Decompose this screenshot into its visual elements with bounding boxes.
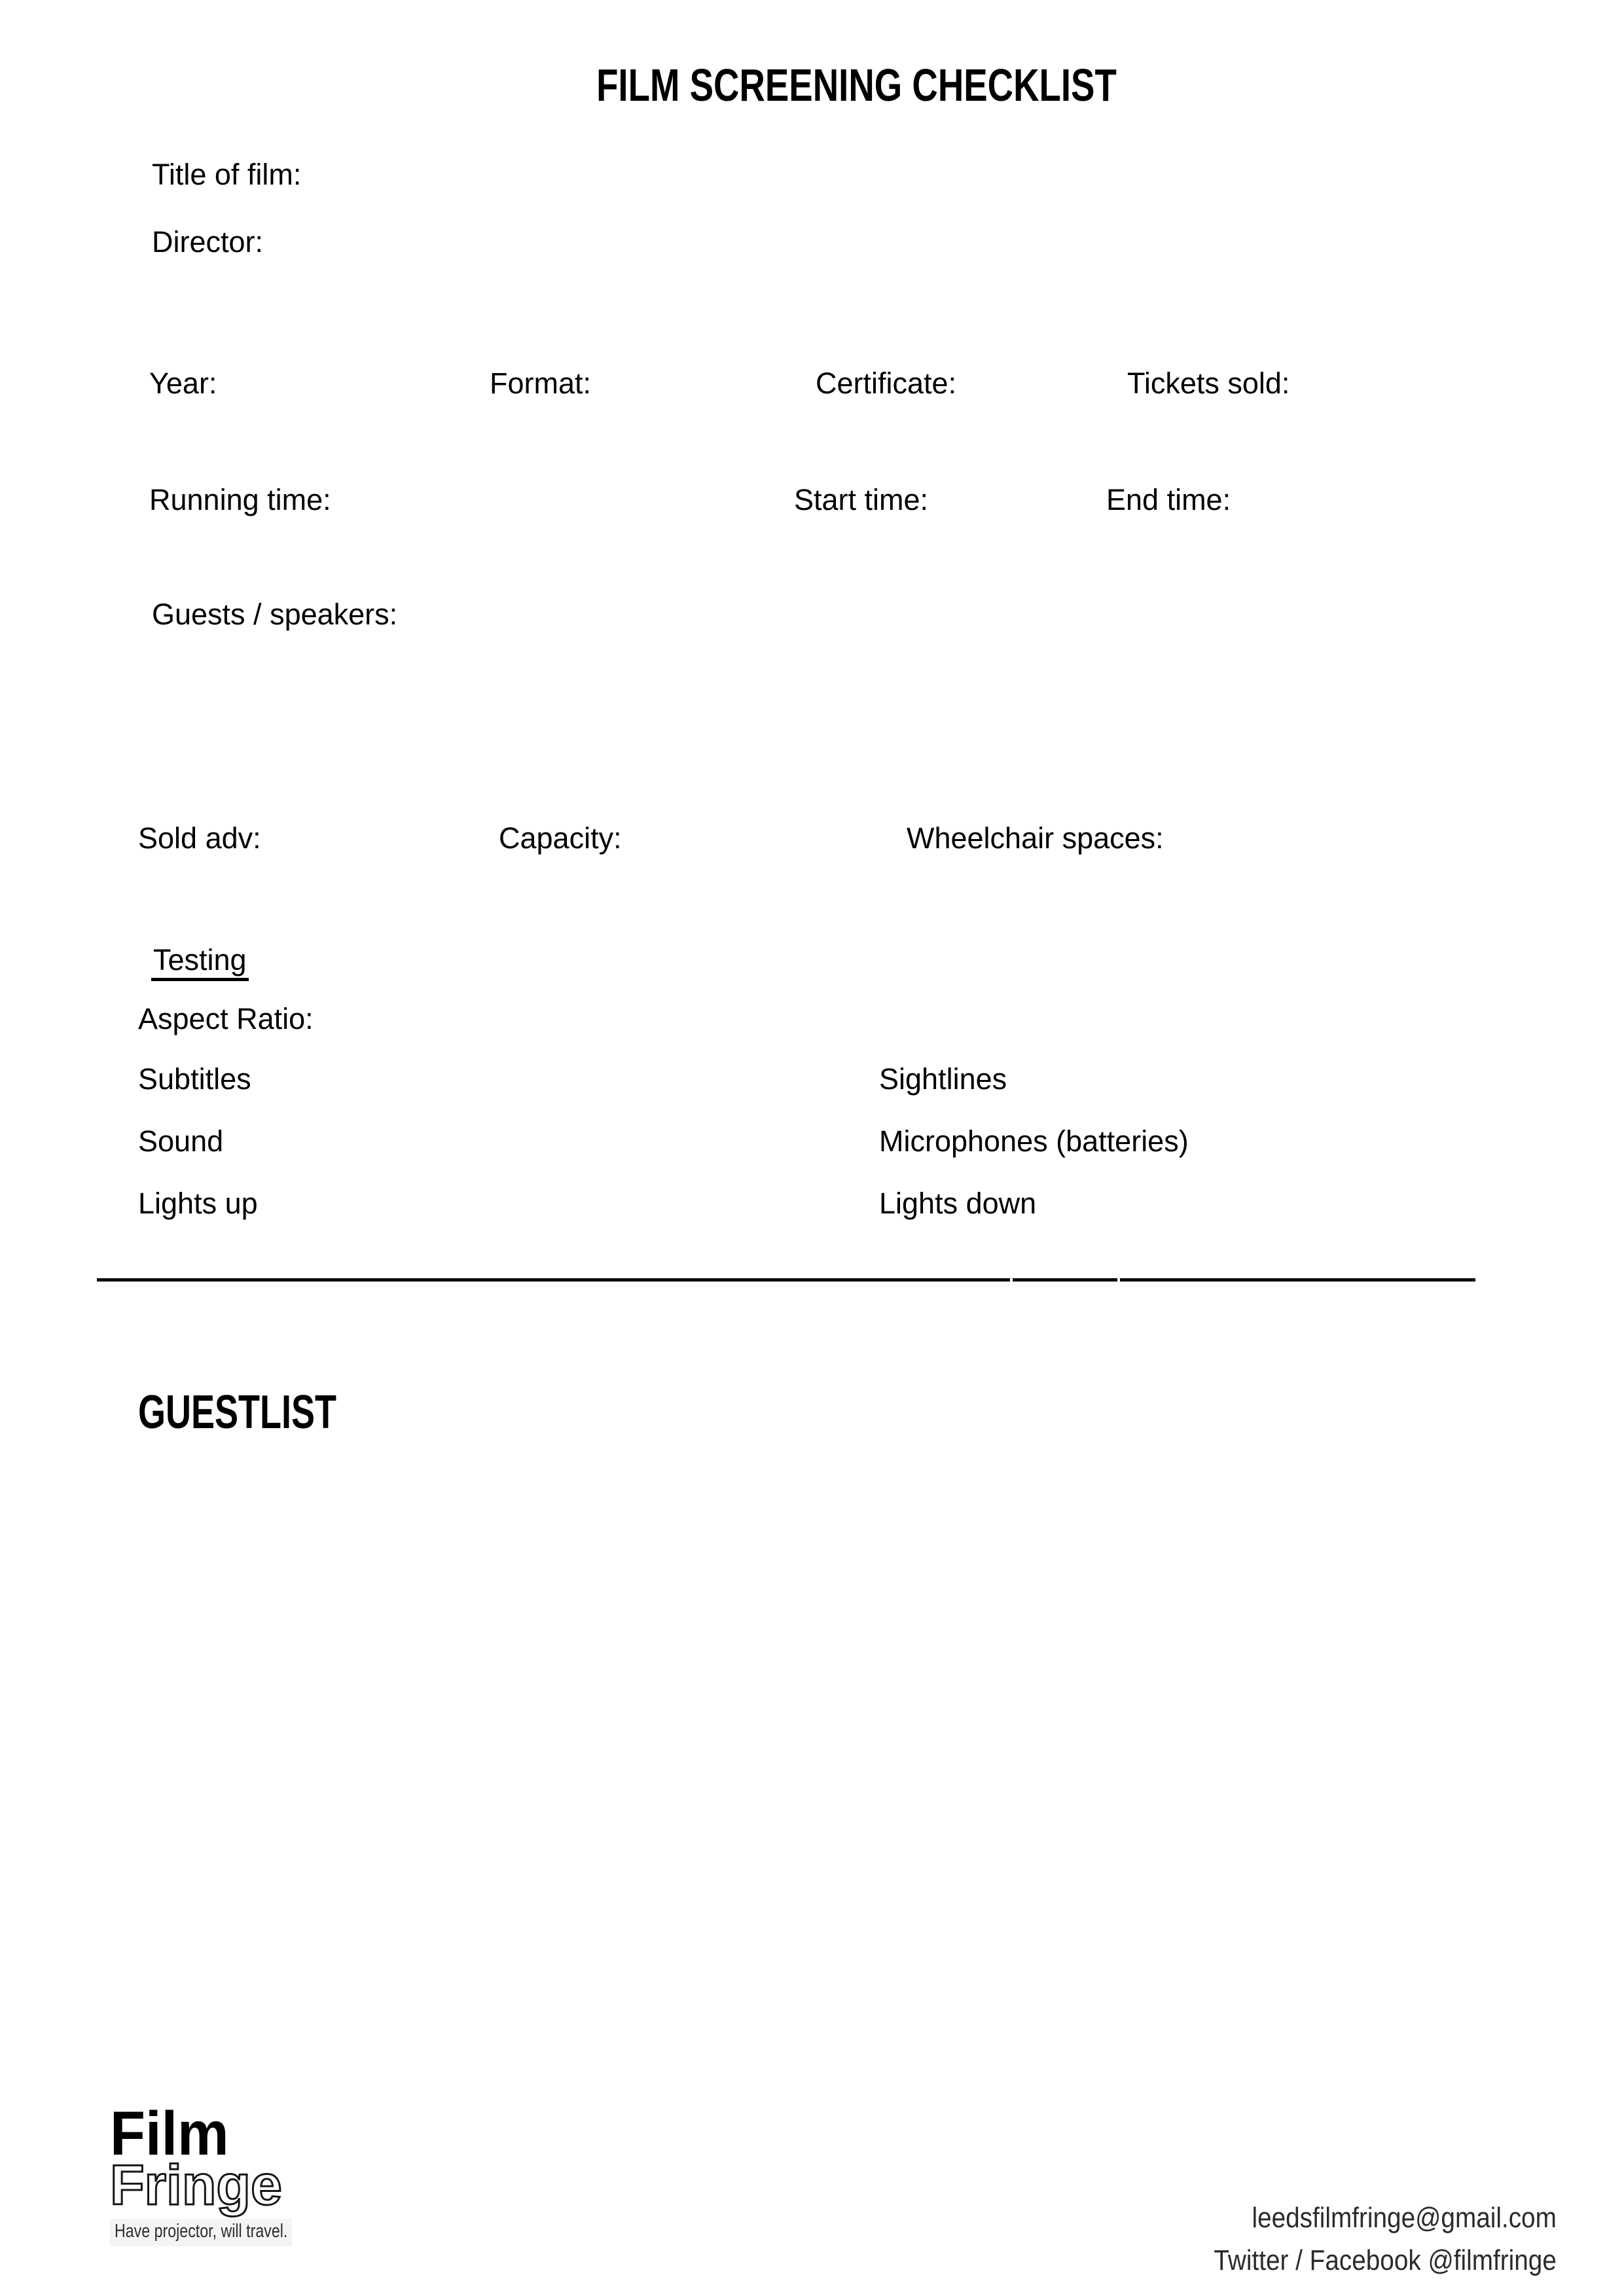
divider-segment <box>1013 1278 1117 1282</box>
certificate-label: Certificate: <box>816 367 957 400</box>
footer-contact <box>1167 2197 1557 2282</box>
logo-wordmark-fringe: Fringe <box>110 2154 282 2217</box>
testing-section-heading <box>153 942 249 978</box>
lights-up-label: Lights up <box>138 1187 258 1220</box>
director-label: Director: <box>152 225 264 259</box>
wheelchair-spaces-label: Wheelchair spaces: <box>907 821 1164 855</box>
sold-adv-label: Sold adv: <box>138 821 261 855</box>
subtitles-label: Subtitles <box>138 1062 251 1096</box>
guests-speakers-label: Guests / speakers: <box>152 598 398 631</box>
guestlist-heading-text: GUESTLIST <box>138 1386 337 1439</box>
capacity-label: Capacity: <box>499 821 622 855</box>
divider-segment <box>97 1278 1010 1282</box>
microphones-batteries-label: Microphones (batteries) <box>879 1124 1189 1158</box>
testing-heading-text: Testing <box>151 943 249 981</box>
aspect-ratio-label: Aspect Ratio: <box>138 1002 314 1035</box>
end-time-label: End time: <box>1106 483 1231 516</box>
page-title <box>0 60 1624 111</box>
start-time-label: Start time: <box>794 483 929 516</box>
contact-email: leedsfilmfringe@gmail.com <box>1252 2202 1557 2234</box>
guestlist-heading <box>138 1387 403 1439</box>
logo-tagline: Have projector, will travel. <box>115 2221 288 2242</box>
logo-wordmark-film: Film <box>110 2099 229 2168</box>
page-title-text: FILM SCREENING CHECKLIST <box>596 60 1117 111</box>
running-time-label: Running time: <box>149 483 331 516</box>
title-of-film-label: Title of film: <box>152 158 302 191</box>
contact-social: Twitter / Facebook @filmfringe <box>1214 2244 1557 2276</box>
tickets-sold-label: Tickets sold: <box>1127 367 1290 400</box>
sightlines-label: Sightlines <box>879 1062 1007 1096</box>
lights-down-label: Lights down <box>879 1187 1037 1220</box>
year-label: Year: <box>149 367 217 400</box>
format-label: Format: <box>490 367 592 400</box>
sound-label: Sound <box>138 1124 224 1158</box>
divider-segment <box>1120 1278 1475 1282</box>
